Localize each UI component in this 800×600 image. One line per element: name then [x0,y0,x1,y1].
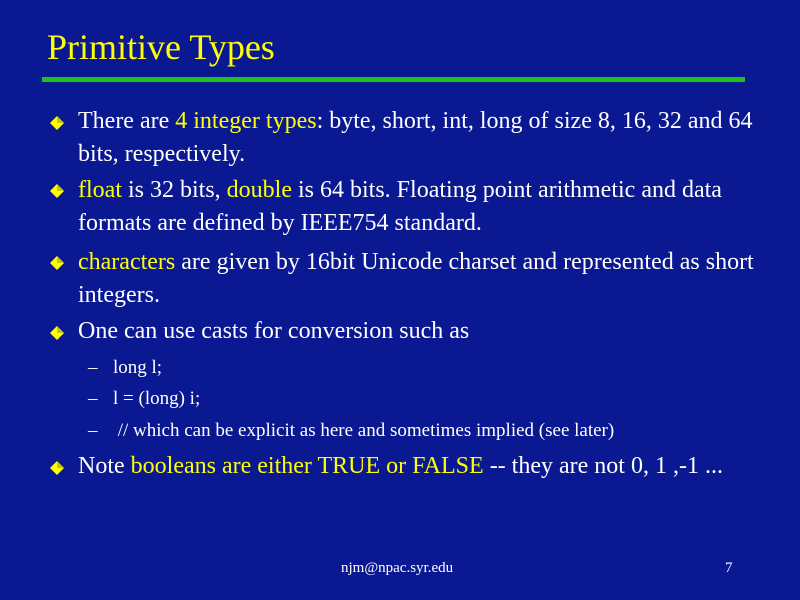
diamond-bullet-icon [50,184,64,198]
title-underline [42,77,745,82]
page-number: 7 [725,560,733,576]
bullet-text: are given by 16bit Unicode charset and represented as short integers. [78,249,754,308]
bullet-item [78,450,743,483]
sub-bullet-item: long l; [113,357,163,378]
sub-bullet-dash: – [88,388,98,409]
bullet-highlight: booleans are either TRUE or FALSE [130,453,484,479]
bullet-item [78,246,758,312]
bullet-highlight: 4 integer types [175,108,317,134]
bullet-item [78,174,758,240]
bullet-text: Note [78,453,131,479]
bullet-text: -- they are not 0, 1 ,-1 ... [483,453,723,479]
bullet-highlight: characters [78,249,176,275]
bullet-item [78,105,758,171]
diamond-bullet-icon [50,461,64,475]
bullet-text: is 64 bits. Floating point arithmetic and data formats are defined by IEEE754 standard. [78,177,722,236]
sub-bullet-dash: – [88,420,98,441]
bullet-text: is 32 bits, [121,177,227,203]
bullet-text: One can use casts for conversion such as [78,318,470,344]
sub-bullet-item: l = (long) i; [113,388,201,409]
bullet-text: : byte, short, int, long of size 8, 16, 32 and 64 bits, respectively. [78,108,753,167]
diamond-bullet-icon [50,116,64,130]
sub-bullet-item: // which can be explicit as here and sometimes implied (see later) [113,420,615,441]
diamond-bullet-icon [50,326,64,340]
diamond-bullet-icon [50,256,64,270]
bullet-text: There are [78,108,176,134]
slide-title: Primitive Types [47,27,275,67]
bullet-item [78,315,758,348]
footer-email: njm@npac.syr.edu [341,560,454,576]
bullet-highlight: float [78,177,122,203]
sub-bullet-dash: – [88,357,98,378]
bullet-highlight: double [226,177,292,203]
